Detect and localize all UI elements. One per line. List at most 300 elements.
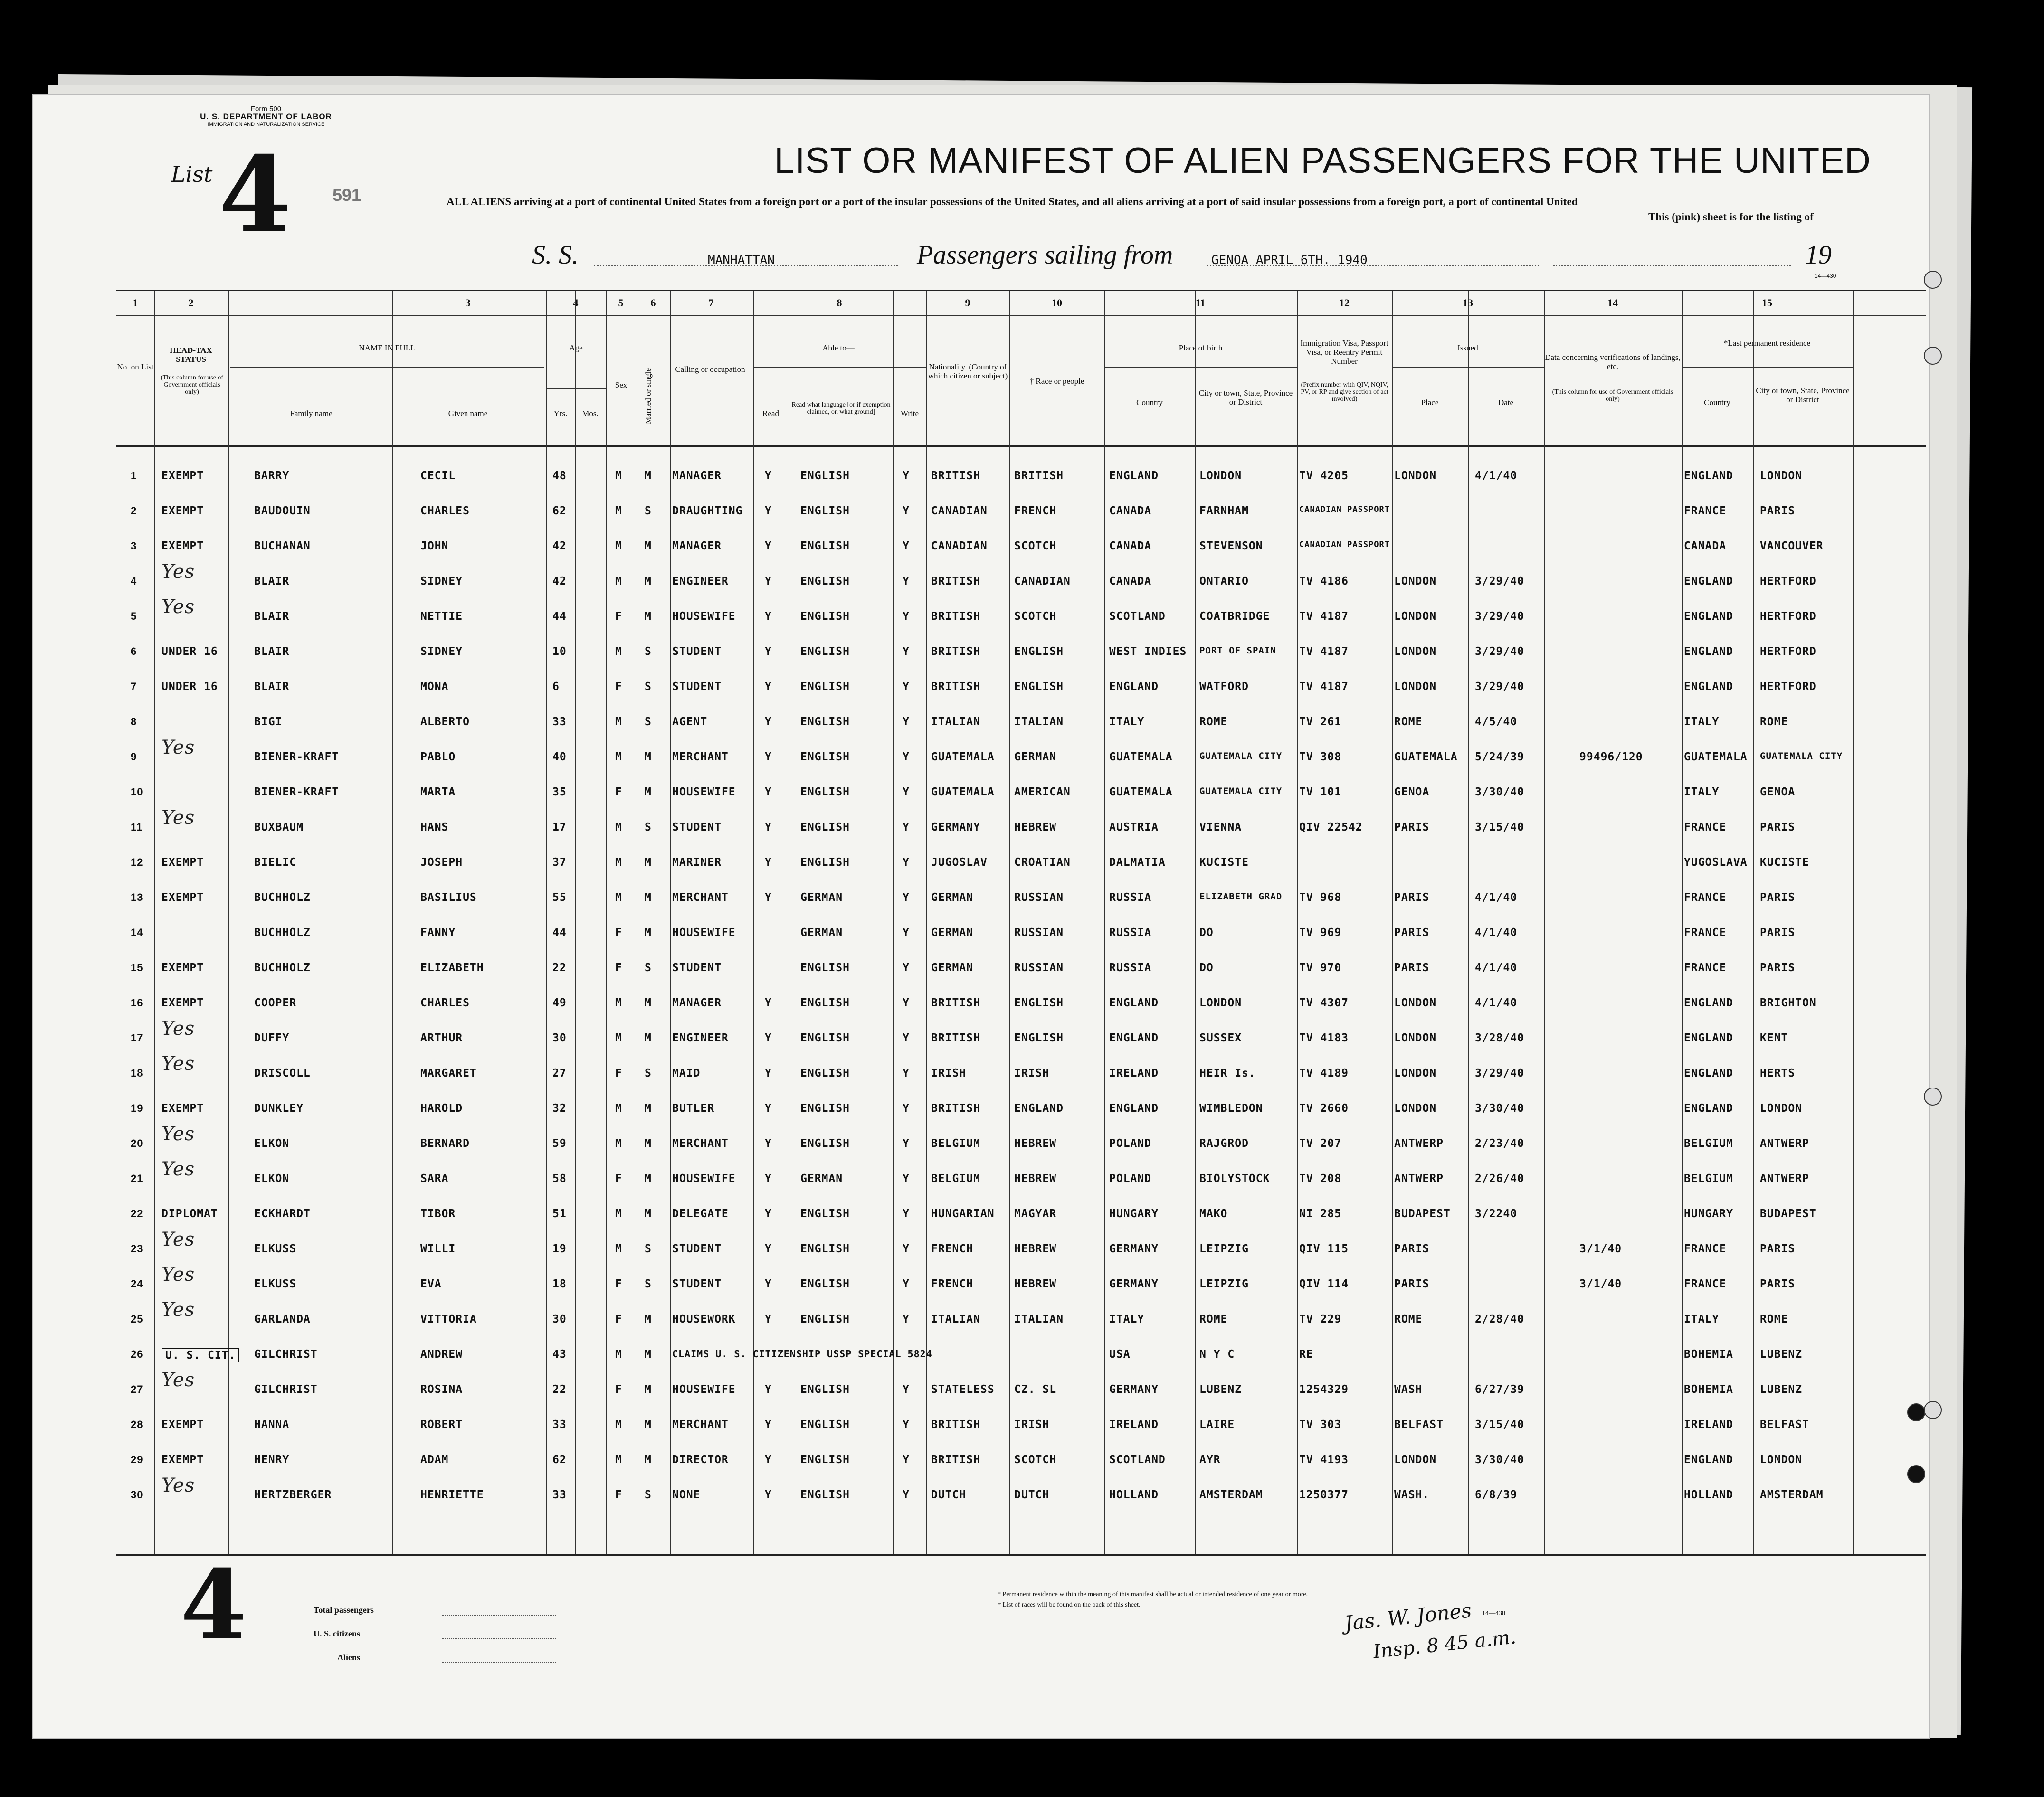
sex: F — [615, 610, 622, 623]
race: ITALIAN — [1014, 1313, 1064, 1325]
table-row — [116, 453, 1926, 487]
read-language: ENGLISH — [800, 751, 850, 763]
occupation: HOUSEWORK — [672, 1313, 736, 1325]
age-years: 49 — [552, 997, 567, 1009]
given-name: WILLI — [420, 1243, 456, 1255]
marital-status: S — [645, 716, 652, 728]
read-language: ENGLISH — [800, 1419, 850, 1431]
marital-status: M — [645, 470, 652, 482]
family-name: BLAIR — [254, 645, 290, 658]
row-number: 27 — [131, 1383, 143, 1395]
birth-country: RUSSIA — [1109, 962, 1152, 974]
table-row — [116, 1085, 1926, 1120]
marital-status: M — [645, 891, 652, 904]
table-row — [116, 523, 1926, 558]
age-years: 37 — [552, 856, 567, 869]
aliens-field — [442, 1662, 556, 1663]
issued-date: 2/28/40 — [1475, 1313, 1524, 1325]
residence-city: PARIS — [1760, 891, 1796, 904]
age-years: 62 — [552, 1454, 567, 1466]
nationality: GUATEMALA — [931, 751, 995, 763]
issued-date: 3/2240 — [1475, 1208, 1518, 1220]
visa-number: TV 207 — [1299, 1137, 1342, 1150]
birth-country: SCOTLAND — [1109, 1454, 1166, 1466]
family-name: DRISCOLL — [254, 1067, 311, 1079]
occupation: MERCHANT — [672, 1137, 729, 1150]
table-row — [116, 1261, 1926, 1296]
visa-number: CANADIAN PASSPORT — [1299, 505, 1390, 514]
row-number: 5 — [131, 610, 137, 622]
family-name: ELKUSS — [254, 1278, 297, 1290]
residence-city: GENOA — [1760, 786, 1796, 798]
issued-place: PARIS — [1394, 962, 1430, 974]
given-name: ELIZABETH — [420, 962, 484, 974]
family-name: BUCHHOLZ — [254, 891, 311, 904]
can-write: Y — [903, 1173, 910, 1185]
row-number: 10 — [131, 786, 143, 798]
header-bottom-rule — [116, 445, 1926, 447]
marital-status: M — [645, 1454, 652, 1466]
given-name: TIBOR — [420, 1208, 456, 1220]
col-name-header: NAME IN FULL — [359, 343, 416, 352]
head-tax-status: Yes — [162, 1018, 195, 1040]
can-read: Y — [765, 1383, 772, 1396]
residence-city: ANTWERP — [1760, 1137, 1809, 1150]
family-name: BIELIC — [254, 856, 297, 869]
can-write: Y — [903, 1278, 910, 1290]
marital-status: M — [645, 1419, 652, 1431]
head-tax-status: UNDER 16 — [162, 681, 218, 693]
marital-status: S — [645, 1067, 652, 1079]
sex: F — [615, 1173, 622, 1185]
visa-number: TV 4187 — [1299, 610, 1349, 623]
occupation: STUDENT — [672, 681, 722, 693]
age-years: 22 — [552, 1383, 567, 1396]
marital-status: S — [645, 962, 652, 974]
col-race-header: † Race or people — [1029, 377, 1084, 386]
can-read: Y — [765, 1173, 772, 1185]
can-read: Y — [765, 1313, 772, 1325]
row-number: 14 — [131, 927, 143, 938]
issued-place: ANTWERP — [1394, 1137, 1444, 1150]
race: RUSSIAN — [1014, 927, 1064, 939]
occupation: MERCHANT — [672, 1419, 729, 1431]
column-number: 9 — [965, 297, 970, 309]
read-language: ENGLISH — [800, 1454, 850, 1466]
head-tax-status: Yes — [162, 737, 195, 758]
read-language: ENGLISH — [800, 1383, 850, 1396]
visa-number: QIV 115 — [1299, 1243, 1349, 1255]
marital-status: M — [645, 927, 652, 939]
head-tax-status: Yes — [162, 1369, 195, 1391]
birth-country: GERMANY — [1109, 1278, 1159, 1290]
age-years: 30 — [552, 1313, 567, 1325]
birth-city: GUATEMALA CITY — [1199, 751, 1283, 761]
landing-data: 99496/120 — [1579, 751, 1643, 763]
row-number: 4 — [131, 575, 137, 587]
column-number: 11 — [1195, 297, 1206, 309]
table-row — [116, 980, 1926, 1014]
read-language: ENGLISH — [800, 1243, 850, 1255]
col-sex-header: Sex — [615, 380, 627, 389]
age-years: 22 — [552, 962, 567, 974]
read-language: ENGLISH — [800, 1489, 850, 1501]
family-name: GILCHRIST — [254, 1383, 318, 1396]
occupation: HOUSEWIFE — [672, 786, 736, 798]
sex: F — [615, 1383, 622, 1396]
birth-country: SCOTLAND — [1109, 610, 1166, 623]
inspector-signature: Jas. W. Jones — [1343, 1598, 1473, 1635]
race: HEBREW — [1014, 821, 1057, 833]
sex: M — [615, 716, 622, 728]
nationality: GERMAN — [931, 927, 974, 939]
occupation: STUDENT — [672, 645, 722, 658]
age-years: 44 — [552, 927, 567, 939]
birth-city: DO — [1199, 962, 1214, 974]
family-name: COOPER — [254, 997, 297, 1009]
can-write: Y — [903, 645, 910, 658]
family-name: BLAIR — [254, 610, 290, 623]
occupation: DRAUGHTING — [672, 505, 743, 517]
list-stamp: 591 — [333, 185, 361, 205]
punch-hole — [1924, 1088, 1942, 1106]
given-name: VITTORIA — [420, 1313, 477, 1325]
residence-country: BELGIUM — [1684, 1173, 1733, 1185]
column-number: 3 — [465, 297, 471, 309]
residence-country: ENGLAND — [1684, 1032, 1733, 1044]
year-label: 19 — [1805, 240, 1832, 270]
visa-number: TV 208 — [1299, 1173, 1342, 1185]
sex: M — [615, 1419, 622, 1431]
birth-city: ROME — [1199, 1313, 1228, 1325]
subheader-rule — [1104, 367, 1297, 368]
sex: F — [615, 927, 622, 939]
nationality: BRITISH — [931, 681, 980, 693]
row-number: 21 — [131, 1173, 143, 1184]
can-read: Y — [765, 1032, 772, 1044]
given-name: MARGARET — [420, 1067, 477, 1079]
given-name: ALBERTO — [420, 716, 470, 728]
read-language: ENGLISH — [800, 1137, 850, 1150]
can-write: Y — [903, 575, 910, 587]
birth-city: ONTARIO — [1199, 575, 1249, 587]
marital-status: M — [645, 610, 652, 623]
age-years: 33 — [552, 716, 567, 728]
nationality: GERMAN — [931, 891, 974, 904]
head-tax-status: DIPLOMAT — [162, 1208, 218, 1220]
nationality: ITALIAN — [931, 716, 980, 728]
age-years: 30 — [552, 1032, 567, 1044]
age-years: 62 — [552, 505, 567, 517]
issued-place: LONDON — [1394, 1454, 1437, 1466]
occupation: HOUSEWIFE — [672, 1383, 736, 1396]
residence-country: BOHEMIA — [1684, 1383, 1733, 1396]
occupation: MANAGER — [672, 470, 722, 482]
can-read: Y — [765, 610, 772, 623]
punch-hole — [1924, 347, 1942, 365]
given-name: MONA — [420, 681, 449, 693]
form-header — [157, 105, 375, 128]
residence-country: ENGLAND — [1684, 645, 1733, 658]
issued-place: PARIS — [1394, 1243, 1430, 1255]
visa-number: TV 4307 — [1299, 997, 1349, 1009]
can-read: Y — [765, 505, 772, 517]
issued-place: BUDAPEST — [1394, 1208, 1451, 1220]
marital-status: S — [645, 1278, 652, 1290]
manifest-table — [116, 290, 1926, 1556]
birth-city: MAKO — [1199, 1208, 1228, 1220]
occupation: HOUSEWIFE — [672, 610, 736, 623]
nationality: DUTCH — [931, 1489, 967, 1501]
total-passengers-label: Total passengers — [314, 1605, 374, 1615]
residence-city: PARIS — [1760, 927, 1796, 939]
column-number: 2 — [188, 297, 194, 309]
occupation: MERCHANT — [672, 751, 729, 763]
nationality: GERMANY — [931, 821, 980, 833]
col-yrs-header: Yrs. — [553, 409, 568, 418]
family-name: BUCHHOLZ — [254, 927, 311, 939]
head-tax-status: Yes — [162, 807, 195, 829]
sex: M — [615, 1454, 622, 1466]
table-row — [116, 1296, 1926, 1331]
occupation: STUDENT — [672, 821, 722, 833]
issued-date: 4/1/40 — [1475, 962, 1518, 974]
head-tax-status: EXEMPT — [162, 1102, 204, 1115]
sex: M — [615, 997, 622, 1009]
given-name: CHARLES — [420, 997, 470, 1009]
family-name: GARLANDA — [254, 1313, 311, 1325]
sex: M — [615, 1243, 622, 1255]
birth-country: ENGLAND — [1109, 1032, 1159, 1044]
residence-country: HUNGARY — [1684, 1208, 1733, 1220]
can-read: Y — [765, 997, 772, 1009]
can-write: Y — [903, 1102, 910, 1115]
nationality: FRENCH — [931, 1243, 974, 1255]
visa-number: TV 4186 — [1299, 575, 1349, 587]
table-row — [116, 628, 1926, 663]
col-birth-header: Place of birth — [1179, 343, 1223, 352]
can-read: Y — [765, 1067, 772, 1079]
head-tax-status: EXEMPT — [162, 540, 204, 552]
birth-country: GERMANY — [1109, 1243, 1159, 1255]
table-row — [116, 909, 1926, 944]
visa-number: TV 2660 — [1299, 1102, 1349, 1115]
occupation: ENGINEER — [672, 1032, 729, 1044]
can-write: Y — [903, 505, 910, 517]
visa-number: TV 4193 — [1299, 1454, 1349, 1466]
given-name: BASILIUS — [420, 891, 477, 904]
read-language: ENGLISH — [800, 786, 850, 798]
marital-status: S — [645, 821, 652, 833]
table-row — [116, 874, 1926, 909]
birth-city: KUCISTE — [1199, 856, 1249, 869]
given-name: NETTIE — [420, 610, 463, 623]
col-readlang-header: Read what language [or if exemption claimed, on what ground] — [791, 401, 891, 416]
occupation: MARINER — [672, 856, 722, 869]
can-read: Y — [765, 1278, 772, 1290]
residence-country: FRANCE — [1684, 962, 1727, 974]
head-tax-status: EXEMPT — [162, 1454, 204, 1466]
issued-place: GUATEMALA — [1394, 751, 1458, 763]
issued-date: 3/30/40 — [1475, 786, 1524, 798]
residence-city: HERTFORD — [1760, 681, 1816, 693]
occupation: MERCHANT — [672, 891, 729, 904]
occupation: HOUSEWIFE — [672, 927, 736, 939]
issued-place: LONDON — [1394, 470, 1437, 482]
can-read: Y — [765, 1208, 772, 1220]
table-row — [116, 488, 1926, 522]
marital-status: M — [645, 1102, 652, 1115]
given-name: CECIL — [420, 470, 456, 482]
can-write: Y — [903, 821, 910, 833]
given-name: JOSEPH — [420, 856, 463, 869]
can-write: Y — [903, 962, 910, 974]
issued-date: 6/8/39 — [1475, 1489, 1518, 1501]
birth-country: GUATEMALA — [1109, 786, 1173, 798]
birth-city: VIENNA — [1199, 821, 1242, 833]
head-tax-status: EXEMPT — [162, 856, 204, 869]
marital-status: M — [645, 1208, 652, 1220]
family-name: HENRY — [254, 1454, 290, 1466]
row-number: 18 — [131, 1067, 143, 1079]
nationality: BRITISH — [931, 1032, 980, 1044]
issued-place: PARIS — [1394, 821, 1430, 833]
ss-label: S. S. — [532, 240, 579, 270]
residence-country: YUGOSLAVA — [1684, 856, 1748, 869]
can-read: Y — [765, 1489, 772, 1501]
can-write: Y — [903, 751, 910, 763]
sex: M — [615, 1102, 622, 1115]
residence-country: ENGLAND — [1684, 1102, 1733, 1115]
can-write: Y — [903, 1383, 910, 1396]
race: SCOTCH — [1014, 540, 1057, 552]
column-number: 10 — [1052, 297, 1062, 309]
residence-city: PARIS — [1760, 821, 1796, 833]
age-years: 44 — [552, 610, 567, 623]
family-name: ELKON — [254, 1173, 290, 1185]
issued-place: ROME — [1394, 1313, 1423, 1325]
age-years: 42 — [552, 575, 567, 587]
nationality: BRITISH — [931, 610, 980, 623]
race: HEBREW — [1014, 1173, 1057, 1185]
table-row — [116, 1366, 1926, 1401]
sex: M — [615, 1208, 622, 1220]
read-language: ENGLISH — [800, 540, 850, 552]
visa-number: 1250377 — [1299, 1489, 1349, 1501]
row-number: 16 — [131, 997, 143, 1009]
issued-date: 2/26/40 — [1475, 1173, 1524, 1185]
residence-city: KUCISTE — [1760, 856, 1809, 869]
row-number: 24 — [131, 1278, 143, 1290]
family-name: BIENER-KRAFT — [254, 786, 339, 798]
page-title: LIST OR MANIFEST OF ALIEN PASSENGERS FOR THE UNITED — [774, 141, 1871, 181]
residence-city: KENT — [1760, 1032, 1788, 1044]
head-tax-status: EXEMPT — [162, 470, 204, 482]
birth-city: LAIRE — [1199, 1419, 1235, 1431]
total-passengers-field — [442, 1615, 556, 1616]
marital-status: M — [645, 1383, 652, 1396]
birth-country: POLAND — [1109, 1173, 1152, 1185]
issued-place: LONDON — [1394, 1032, 1437, 1044]
sex: F — [615, 1313, 622, 1325]
age-years: 55 — [552, 891, 567, 904]
race: ITALIAN — [1014, 716, 1064, 728]
marital-status: S — [645, 1243, 652, 1255]
marital-status: M — [645, 1313, 652, 1325]
col-married-header: Married or single — [644, 368, 653, 424]
birth-city: FARNHAM — [1199, 505, 1249, 517]
birth-country: ENGLAND — [1109, 997, 1159, 1009]
port-date: GENOA APRIL 6TH. 1940 — [1211, 253, 1368, 267]
race: CZ. SL — [1014, 1383, 1057, 1396]
occupation: BUTLER — [672, 1102, 715, 1115]
family-name: BARRY — [254, 470, 290, 482]
can-read: Y — [765, 1419, 772, 1431]
column-number: 1 — [133, 297, 138, 309]
residence-city: BRIGHTON — [1760, 997, 1816, 1009]
visa-number: QIV 114 — [1299, 1278, 1349, 1290]
race: IRISH — [1014, 1067, 1050, 1079]
col-residence-header: *Last permanent residence — [1723, 339, 1811, 348]
given-name: FANNY — [420, 927, 456, 939]
footer-form-code: 14—430 — [1482, 1610, 1505, 1617]
birth-country: IRELAND — [1109, 1419, 1159, 1431]
table-row — [116, 1120, 1926, 1155]
given-name: BERNARD — [420, 1137, 470, 1150]
family-name: BIGI — [254, 716, 283, 728]
nationality: GUATEMALA — [931, 786, 995, 798]
col-family-header: Family name — [290, 409, 333, 418]
marital-status: S — [645, 681, 652, 693]
table-row — [116, 1331, 1926, 1366]
birth-city: ROME — [1199, 716, 1228, 728]
birth-country: ITALY — [1109, 716, 1145, 728]
occupation: DIRECTOR — [672, 1454, 729, 1466]
year-underline — [1553, 265, 1791, 266]
residence-city: ROME — [1760, 1313, 1788, 1325]
sex: M — [615, 470, 622, 482]
residence-country: FRANCE — [1684, 1278, 1727, 1290]
column-number: 13 — [1463, 297, 1473, 309]
family-name: BLAIR — [254, 575, 290, 587]
residence-country: ENGLAND — [1684, 997, 1733, 1009]
visa-number: TV 261 — [1299, 716, 1342, 728]
birth-city: HEIR Is. — [1199, 1067, 1256, 1079]
column-number: 12 — [1339, 297, 1350, 309]
birth-city: STEVENSON — [1199, 540, 1263, 552]
occupation: STUDENT — [672, 1243, 722, 1255]
nationality: IRISH — [931, 1067, 967, 1079]
residence-country: ENGLAND — [1684, 575, 1733, 587]
can-read: Y — [765, 575, 772, 587]
residence-country: FRANCE — [1684, 927, 1727, 939]
age-years: 27 — [552, 1067, 567, 1079]
nationality: BRITISH — [931, 1454, 980, 1466]
nationality: BELGIUM — [931, 1173, 980, 1185]
table-row — [116, 1472, 1926, 1506]
birth-city: LONDON — [1199, 470, 1242, 482]
residence-country: CANADA — [1684, 540, 1727, 552]
issued-place: PARIS — [1394, 927, 1430, 939]
issued-date: 4/5/40 — [1475, 716, 1518, 728]
issued-date: 6/27/39 — [1475, 1383, 1524, 1396]
head-tax-status: Yes — [162, 596, 195, 618]
sex: M — [615, 1137, 622, 1150]
birth-city: RAJGROD — [1199, 1137, 1249, 1150]
marital-status: S — [645, 505, 652, 517]
table-row — [116, 804, 1926, 839]
given-name: HENRIETTE — [420, 1489, 484, 1501]
